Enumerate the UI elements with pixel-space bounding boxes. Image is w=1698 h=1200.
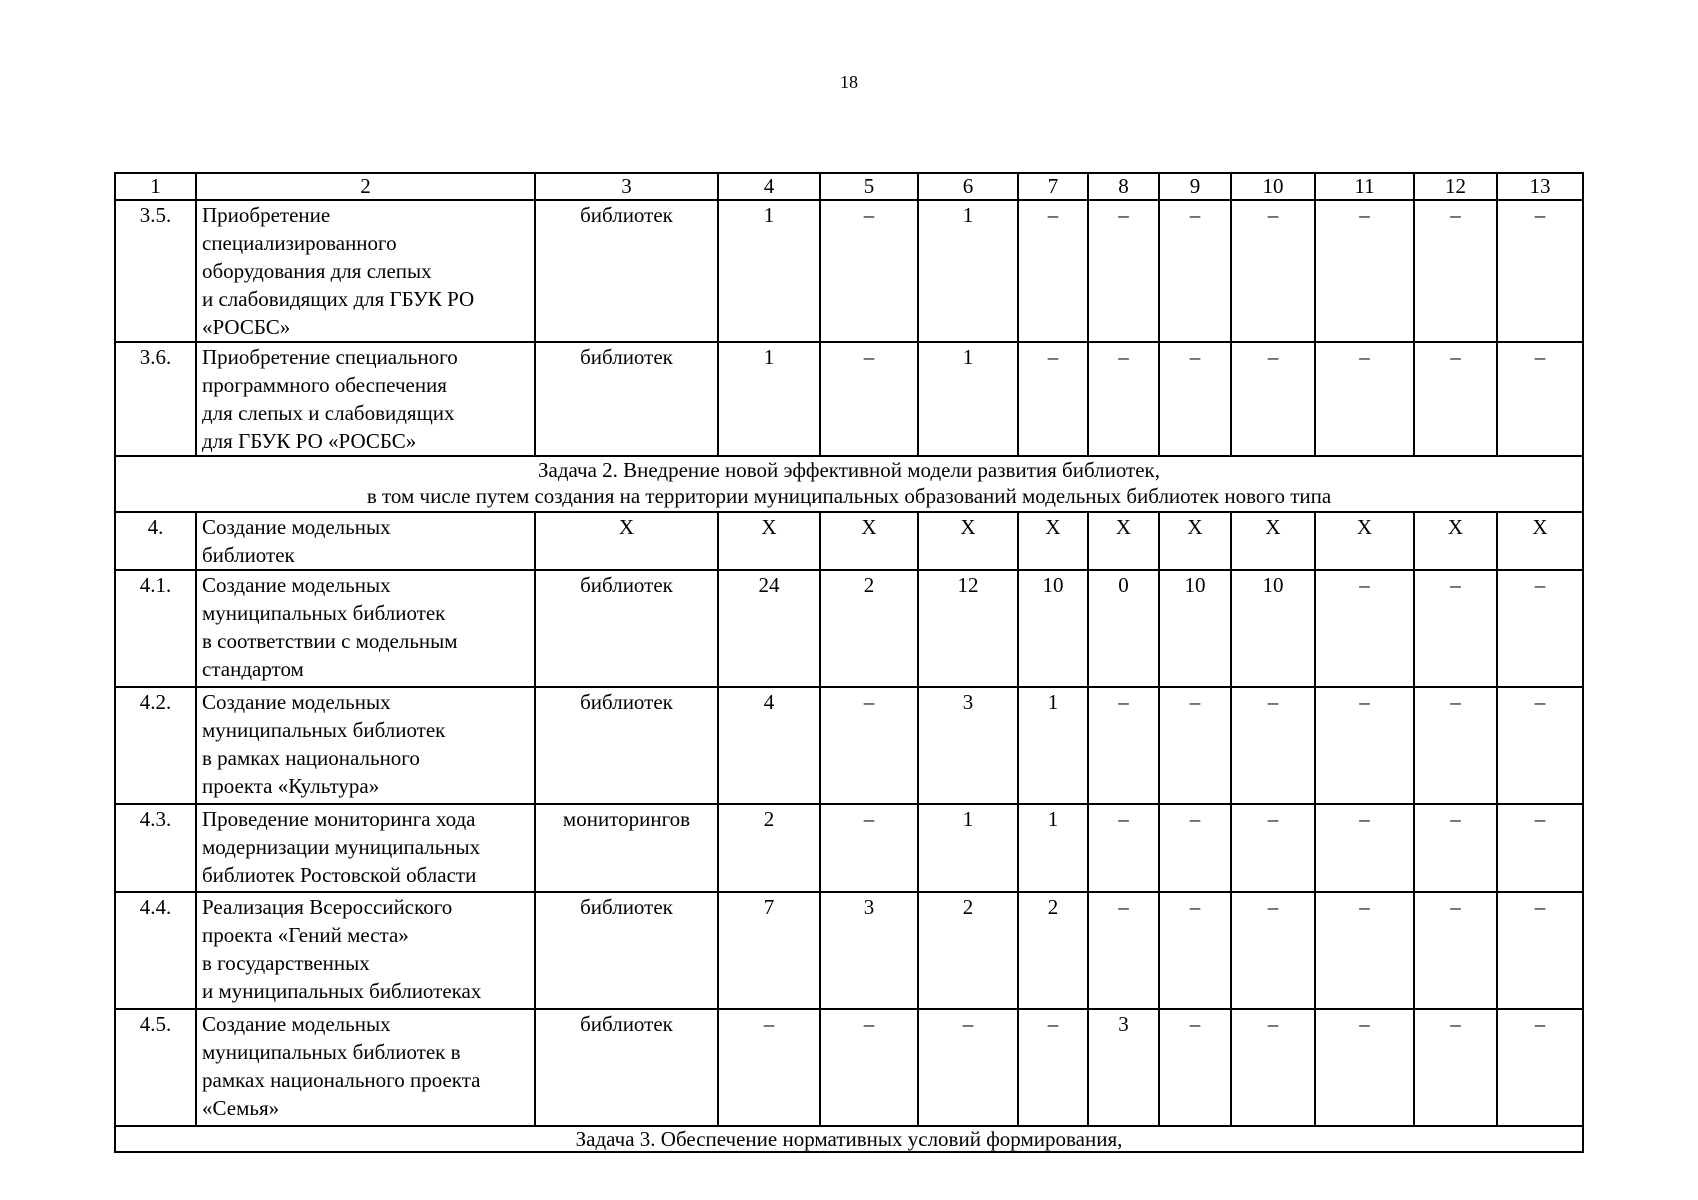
value-cell: Х [918, 512, 1018, 570]
indicators-table [114, 172, 1584, 1153]
value-cell: – [918, 1009, 1018, 1126]
value-cell: – [1018, 342, 1088, 456]
value-cell: – [820, 1009, 918, 1126]
value-cell: 3 [918, 687, 1018, 804]
unit-cell: библиотек [535, 342, 718, 456]
value-cell: – [1231, 1009, 1315, 1126]
page-number: 18 [840, 72, 858, 92]
value-cell: 1 [718, 200, 820, 342]
value-cell: – [1414, 892, 1497, 1009]
value-cell: – [1088, 200, 1159, 342]
column-number-cell: 11 [1315, 173, 1414, 200]
column-number-cell: 2 [196, 173, 535, 200]
value-cell: – [1088, 687, 1159, 804]
value-cell: Х [1414, 512, 1497, 570]
value-cell: – [1159, 892, 1231, 1009]
value-cell: Х [1315, 512, 1414, 570]
column-number-cell: 10 [1231, 173, 1315, 200]
row-name-cell: Проведение мониторинга хода модернизации муниципальных библиотек Ростовской области [196, 804, 535, 892]
task-heading-line: в том числе путем создания на территории муниципальных образований модельных библиотек нового типа [366, 484, 1332, 508]
value-cell: – [1159, 804, 1231, 892]
value-cell: – [1414, 804, 1497, 892]
value-cell: – [1315, 200, 1414, 342]
value-cell: – [1497, 687, 1583, 804]
value-cell: – [1497, 342, 1583, 456]
column-number-cell: 7 [1018, 173, 1088, 200]
value-cell: 1 [918, 804, 1018, 892]
column-number-cell: 1 [115, 173, 196, 200]
value-cell: 2 [718, 804, 820, 892]
value-cell: – [820, 342, 918, 456]
row-number-cell: 4.2. [115, 687, 196, 804]
table-row [115, 342, 1583, 456]
value-cell: – [1414, 687, 1497, 804]
task-heading-line: Задача 3. Обеспечение нормативных условий формирования, [575, 1127, 1123, 1151]
value-cell: – [1231, 200, 1315, 342]
unit-cell: библиотек [535, 892, 718, 1009]
value-cell: – [1315, 1009, 1414, 1126]
column-number-cell: 4 [718, 173, 820, 200]
table-row [115, 200, 1583, 342]
value-cell: 10 [1159, 570, 1231, 687]
value-cell: 2 [820, 570, 918, 687]
column-number-row [115, 173, 1583, 200]
value-cell: 7 [718, 892, 820, 1009]
column-number-cell: 13 [1497, 173, 1583, 200]
value-cell: – [1315, 687, 1414, 804]
value-cell: – [1231, 804, 1315, 892]
task-2-heading-row [115, 456, 1583, 512]
value-cell: 1 [718, 342, 820, 456]
unit-cell: библиотек [535, 200, 718, 342]
row-name-cell: Создание модельных муниципальных библиотек в рамках национального проекта «Семья» [196, 1009, 535, 1126]
value-cell: – [1315, 804, 1414, 892]
row-name-cell: Приобретение специального программного обеспечения для слепых и слабовидящих для ГБУК РО «РОСБС» [196, 342, 535, 456]
value-cell: – [1231, 687, 1315, 804]
value-cell: – [1088, 342, 1159, 456]
column-number-cell: 5 [820, 173, 918, 200]
value-cell: – [718, 1009, 820, 1126]
value-cell: 1 [918, 342, 1018, 456]
value-cell: 2 [918, 892, 1018, 1009]
value-cell: – [1497, 1009, 1583, 1126]
row-name-cell: Реализация Всероссийского проекта «Гений места» в государственных и муниципальных библиотеках [196, 892, 535, 1009]
value-cell: – [1497, 892, 1583, 1009]
value-cell: 4 [718, 687, 820, 804]
value-cell: – [1018, 1009, 1088, 1126]
value-cell: 0 [1088, 570, 1159, 687]
value-cell: 24 [718, 570, 820, 687]
value-cell: – [1088, 892, 1159, 1009]
row-number-cell: 4. [115, 512, 196, 570]
value-cell: – [1414, 1009, 1497, 1126]
value-cell: 10 [1018, 570, 1088, 687]
row-number-cell: 4.1. [115, 570, 196, 687]
value-cell: – [1315, 570, 1414, 687]
value-cell: Х [718, 512, 820, 570]
value-cell: – [1088, 804, 1159, 892]
value-cell: 1 [1018, 804, 1088, 892]
row-number-cell: 4.3. [115, 804, 196, 892]
value-cell: – [1159, 200, 1231, 342]
row-number-cell: 4.5. [115, 1009, 196, 1126]
value-cell: – [1159, 1009, 1231, 1126]
value-cell: Х [1159, 512, 1231, 570]
unit-cell: библиотек [535, 570, 718, 687]
row-number-cell: 4.4. [115, 892, 196, 1009]
table-row [115, 1009, 1583, 1126]
value-cell: – [1414, 200, 1497, 342]
value-cell: 1 [918, 200, 1018, 342]
table-row [115, 512, 1583, 570]
value-cell: – [1414, 570, 1497, 687]
column-number-cell: 12 [1414, 173, 1497, 200]
value-cell: Х [1497, 512, 1583, 570]
value-cell: – [820, 804, 918, 892]
value-cell: Х [1018, 512, 1088, 570]
task-heading-cell [115, 456, 1583, 512]
column-number-cell: 6 [918, 173, 1018, 200]
task-3-heading-row [115, 1126, 1583, 1152]
value-cell: 10 [1231, 570, 1315, 687]
value-cell: – [1315, 342, 1414, 456]
row-name-cell: Создание модельных муниципальных библиотек в соответствии с модельным стандартом [196, 570, 535, 687]
table-row [115, 570, 1583, 687]
column-number-cell: 3 [535, 173, 718, 200]
value-cell: – [1018, 200, 1088, 342]
value-cell: – [1497, 200, 1583, 342]
unit-cell: библиотек [535, 1009, 718, 1126]
value-cell: Х [1231, 512, 1315, 570]
value-cell: 2 [1018, 892, 1088, 1009]
table-row [115, 804, 1583, 892]
value-cell: – [1159, 342, 1231, 456]
row-name-cell: Приобретение специализированного оборудования для слепых и слабовидящих для ГБУК РО «РОСБС» [196, 200, 535, 342]
task-heading-cell [115, 1126, 1583, 1152]
value-cell: – [1315, 892, 1414, 1009]
table-row [115, 687, 1583, 804]
value-cell: – [1159, 687, 1231, 804]
row-name-cell: Создание модельных муниципальных библиотек в рамках национального проекта «Культура» [196, 687, 535, 804]
task-heading-line: Задача 2. Внедрение новой эффективной модели развития библиотек, [538, 458, 1160, 482]
value-cell: – [820, 200, 918, 342]
column-number-cell: 9 [1159, 173, 1231, 200]
value-cell: 1 [1018, 687, 1088, 804]
value-cell: – [1414, 342, 1497, 456]
value-cell: 12 [918, 570, 1018, 687]
row-name-cell: Создание модельных библиотек [196, 512, 535, 570]
column-number-cell: 8 [1088, 173, 1159, 200]
table-row [115, 892, 1583, 1009]
value-cell: Х [1088, 512, 1159, 570]
value-cell: Х [820, 512, 918, 570]
value-cell: 3 [820, 892, 918, 1009]
unit-cell: мониторингов [535, 804, 718, 892]
value-cell: – [820, 687, 918, 804]
value-cell: – [1231, 892, 1315, 1009]
unit-cell: Х [535, 512, 718, 570]
row-number-cell: 3.6. [115, 342, 196, 456]
value-cell: – [1497, 804, 1583, 892]
unit-cell: библиотек [535, 687, 718, 804]
value-cell: – [1231, 342, 1315, 456]
value-cell: 3 [1088, 1009, 1159, 1126]
value-cell: – [1497, 570, 1583, 687]
row-number-cell: 3.5. [115, 200, 196, 342]
